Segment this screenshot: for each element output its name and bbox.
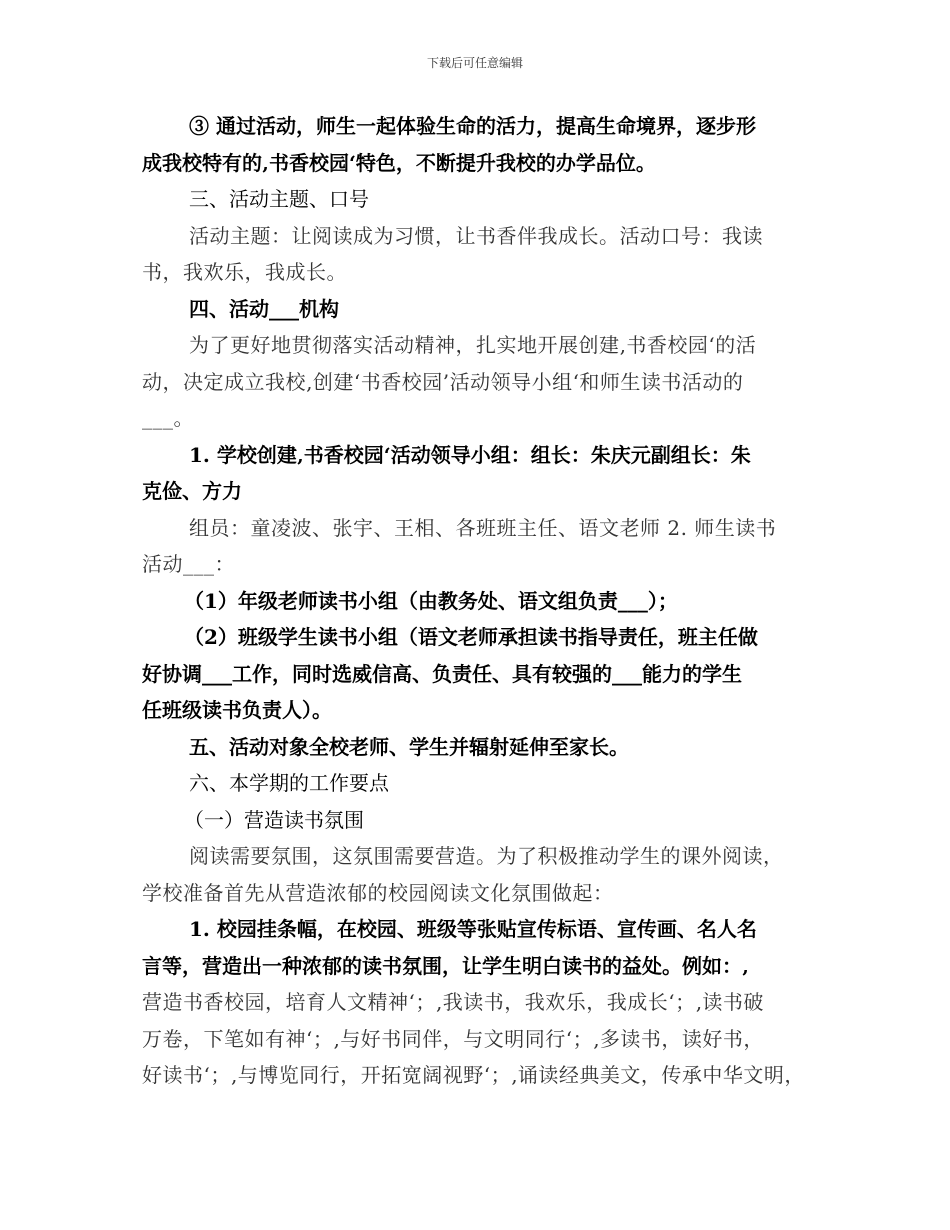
text-line: 万卷，下笔如有神‘；‚与好书同伴，与文明同行‘；‚多读书，读好书， xyxy=(142,1026,764,1051)
text-line: （2）班级学生读书小组（语文老师承担读书指导责任，班主任做 xyxy=(184,625,758,649)
text-line: 克俭、方力 xyxy=(142,479,242,503)
text-line: 言等，营造出一种浓郁的读书氛围，让学生明白读书的益处。例如：‚ xyxy=(142,953,749,978)
text-line: 学校准备首先从营造浓郁的校园阅读文化氛围做起： xyxy=(142,880,614,905)
document-body xyxy=(142,108,822,1094)
text-line: 活动___： xyxy=(142,552,235,576)
text-line: 三、活动主题、口号 xyxy=(189,187,369,211)
text-line: 好协调___工作，同时选威信高、负责任、具有较强的___能力的学生 xyxy=(142,661,742,686)
page-header: 下载后可任意编辑 xyxy=(426,56,523,70)
text-line: 组员：童凌波、张宇、王相、各班班主任、语文老师 2. 师生读书 xyxy=(189,515,777,540)
text-line: 1. 学校创建‚书香校园‘活动领导小组：组长：朱庆元副组长：朱 xyxy=(189,442,751,467)
text-line: 动，决定成立我校‚创建‘书香校园’活动领导小组‘和师生读书活动的 xyxy=(142,369,744,394)
text-line: ___。 xyxy=(142,406,194,430)
text-line: 书，我欢乐，我成长。 xyxy=(142,260,347,284)
text-line: 四、活动___机构 xyxy=(189,296,339,321)
text-line: （一）营造读书氛围 xyxy=(184,807,364,832)
text-line: 好读书‘；‚与博览同行，开拓宽阔视野‘；‚诵读经典美文，传承中华文明， xyxy=(142,1063,805,1087)
text-line: 1. 校园挂条幅，在校园、班级等张贴宣传标语、宣传画、名人名 xyxy=(189,917,757,941)
text-line: 活动主题：让阅读成为习惯，让书香伴我成长。活动口号：我读 xyxy=(189,223,763,248)
text-line: 阅读需要氛围，这氛围需要营造。为了积极推动学生的课外阅读， xyxy=(189,844,784,868)
text-line: 成我校特有的‚书香校园‘特色，不断提升我校的办学品位。 xyxy=(142,150,656,175)
text-line: 任班级读书负责人）。 xyxy=(142,698,332,722)
text-line: ③ 通过活动，师生一起体验生命的活力，提高生命境界，逐步形 xyxy=(189,114,756,138)
text-line: 六、本学期的工作要点 xyxy=(189,771,389,795)
text-line: 五、活动对象全校老师、学生并辐射延伸至家长。 xyxy=(189,734,629,759)
text-line: 营造书香校园，培育人文精神‘；‚我读书，我欢乐，我成长‘；‚读书破 xyxy=(142,990,764,1014)
text-line: （1）年级老师读书小组（由教务处、语文组负责___）； xyxy=(184,588,678,613)
text-line: 为了更好地贯彻落实活动精神，扎实地开展创建‚书香校园‘的活 xyxy=(189,333,757,357)
